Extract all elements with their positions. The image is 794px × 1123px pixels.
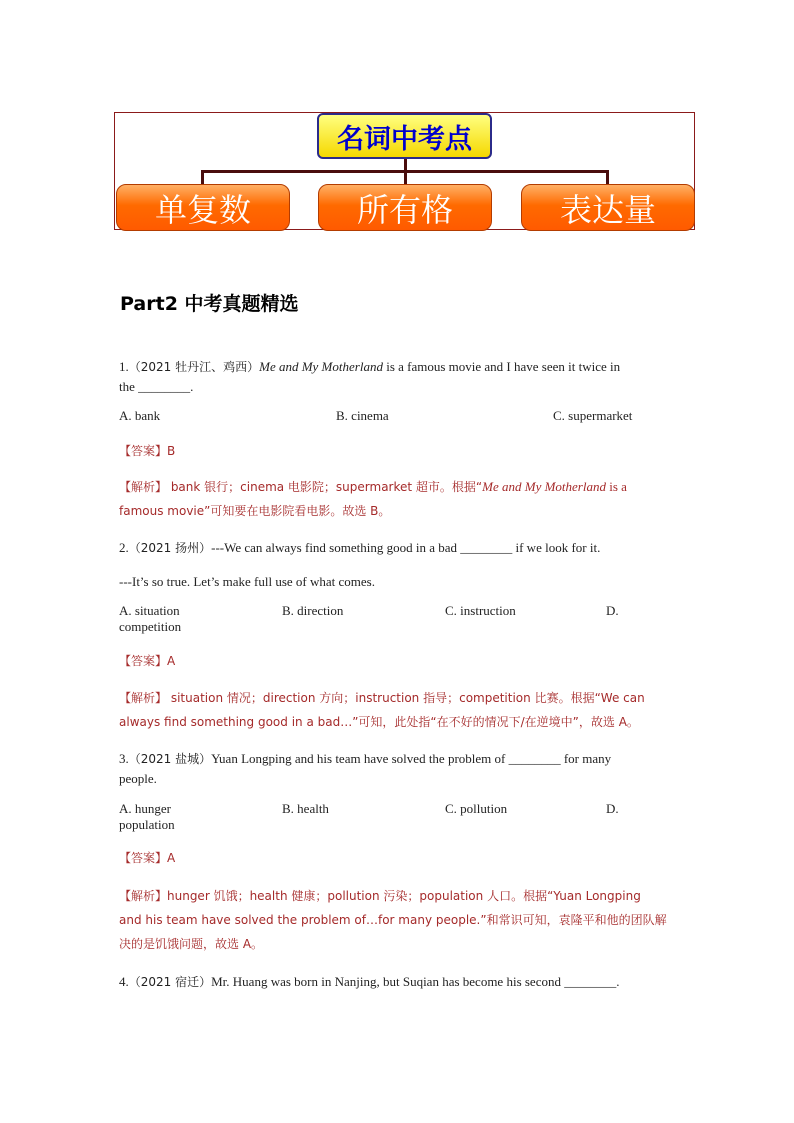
- answer-1: 【答案】B: [119, 444, 176, 458]
- explanation-3: 【解析】hunger 饥饿；health 健康；pollution 污染；population 人口。根据“Yuan Longping and his team have solved the problem of…for many people.”和常识可知，袁隆平和他的团队解 决的是饥饿问题，故选 A。: [119, 889, 667, 951]
- option-a: A. bank: [119, 408, 161, 423]
- option-d-text: competition: [119, 619, 182, 634]
- diagram-top-node: 名词中考点: [317, 113, 492, 159]
- explanation-1: 【解析】 bank 银行；cinema 电影院；supermarket 超市。根据“Me and My Motherland is a famous movie”可知要在电影院看电影。故选 B。: [119, 479, 627, 518]
- question-source: （2021 宿迁）: [128, 975, 212, 989]
- option-b: B. direction: [282, 603, 344, 618]
- question-source: （2021 扬州）: [128, 541, 212, 555]
- question-number: 4.: [119, 974, 129, 989]
- explanation-2: 【解析】 situation 情况；direction 方向；instruction 指导；competition 比赛。根据“We can always find something good in a bad…”可知，此处指“在不好的情况下/在逆境中”，故选 A。: [119, 691, 645, 729]
- option-c: C. pollution: [445, 801, 508, 816]
- question-3-stem: 3.（2021 盐城）Yuan Longping and his team have solved the problem of ________ for many people.: [119, 751, 612, 786]
- question-source: （2021 盐城）: [128, 752, 212, 766]
- answer-3: 【答案】A: [119, 851, 176, 865]
- question-2-reply: ---It’s so true. Let’s make full use of what comes.: [119, 574, 375, 589]
- question-1-stem: 1.（2021 牡丹江、鸡西）Me and My Motherland is a famous movie and I have seen it twice in the ________.: [119, 359, 621, 394]
- option-b: B. cinema: [336, 408, 389, 423]
- option-d: D.: [606, 603, 619, 618]
- question-number: 3.: [119, 751, 129, 766]
- option-a: A. situation: [119, 603, 180, 618]
- question-2-stem: 2.（2021 扬州）---We can always find something good in a bad ________ if we look for it.: [119, 540, 601, 555]
- option-b: B. health: [282, 801, 329, 816]
- connector-left: [201, 170, 204, 185]
- question-source: （2021 牡丹江、鸡西）: [128, 360, 260, 374]
- option-d-text: population: [119, 817, 175, 832]
- option-d: D.: [606, 801, 619, 816]
- connector-middle: [404, 170, 407, 185]
- movie-title: Me and My Motherland: [259, 359, 383, 374]
- question-number: 2.: [119, 540, 129, 555]
- diagram-child-quantity: 表达量: [521, 184, 695, 231]
- noun-topic-diagram: [114, 112, 695, 230]
- question-number: 1.: [119, 359, 129, 374]
- diagram-child-plural: 单复数: [116, 184, 290, 231]
- option-c: C. supermarket: [553, 408, 633, 423]
- question-4-stem: 4.（2021 宿迁）Mr. Huang was born in Nanjing, but Suqian has become his second ________.: [119, 974, 620, 989]
- option-c: C. instruction: [445, 603, 516, 618]
- option-a: A. hunger: [119, 801, 171, 816]
- answer-2: 【答案】A: [119, 654, 176, 668]
- connector-right: [606, 170, 609, 185]
- section-heading: Part2 中考真题精选: [120, 293, 299, 315]
- diagram-child-possessive: 所有格: [318, 184, 492, 231]
